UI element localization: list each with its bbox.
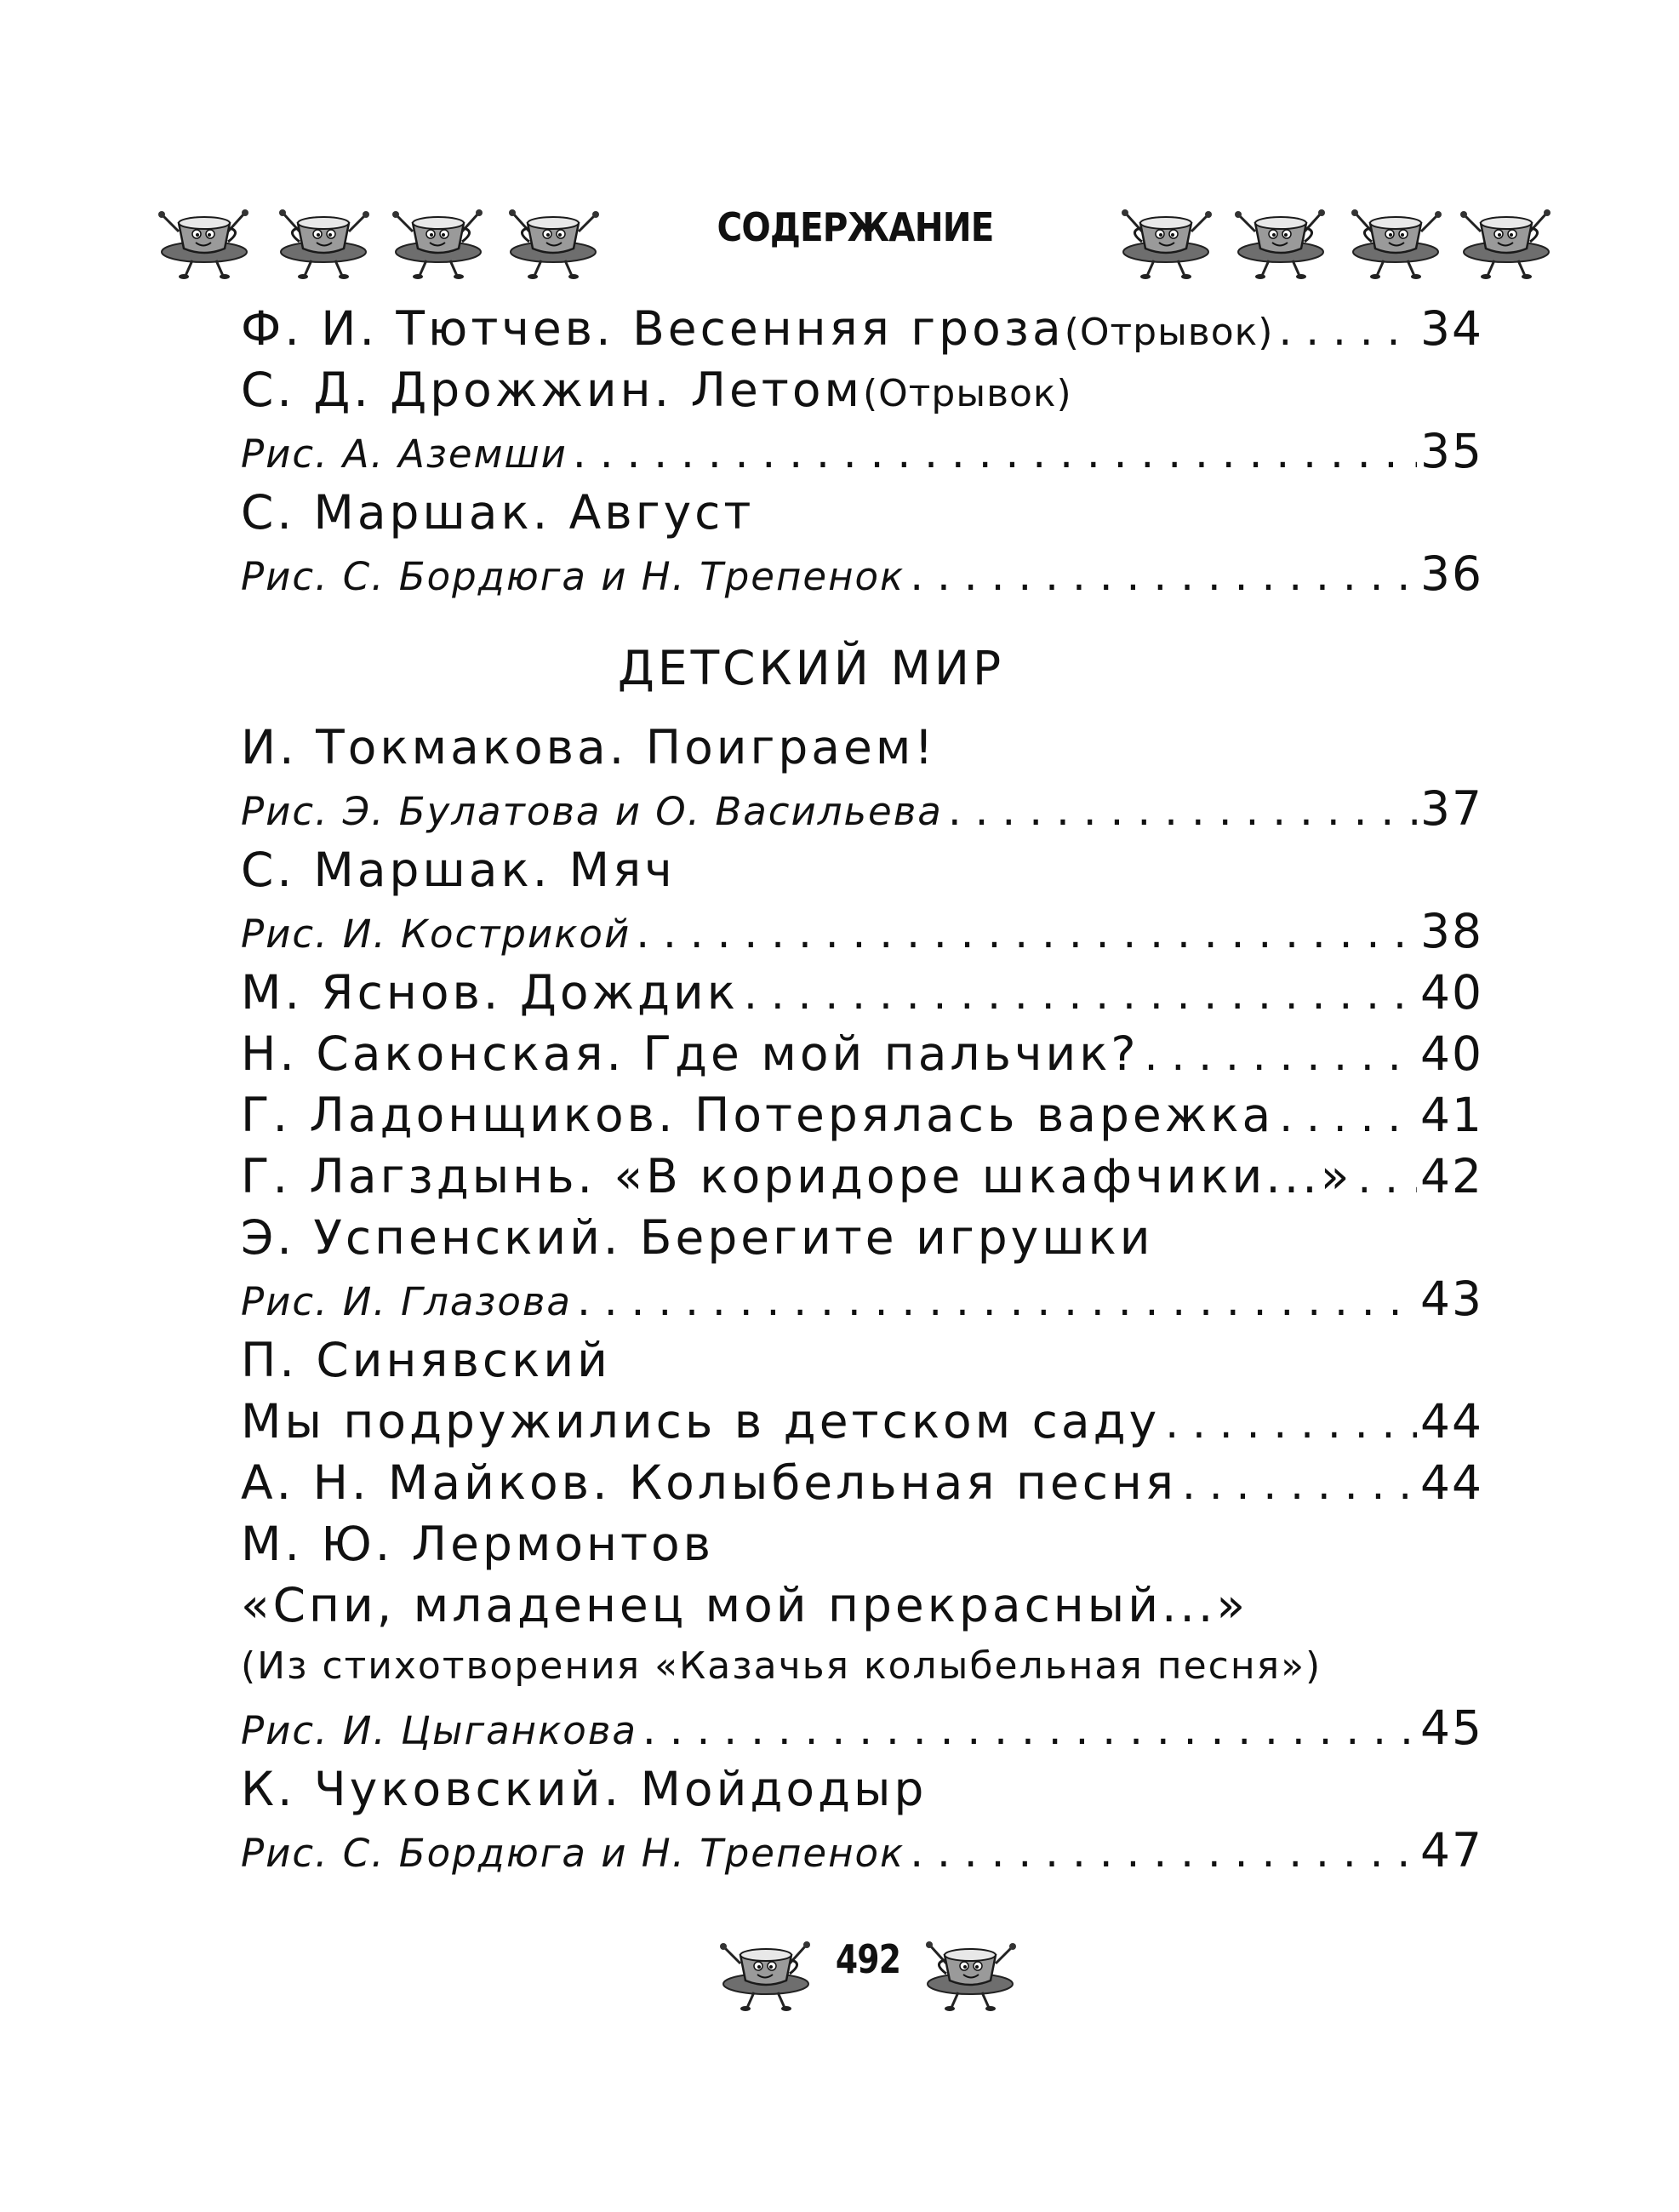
teacup-character-icon	[1230, 196, 1332, 284]
entry-page-number: 34	[1420, 301, 1483, 356]
illustrator-credit: Рис. С. Бордюга и Н. Трепенок	[241, 554, 905, 599]
teacup-character-icon	[1115, 196, 1217, 284]
illustrator-credit: Рис. А. Аземши	[241, 432, 568, 477]
toc-entry	[241, 1513, 1483, 1575]
teacup-character-icon	[1455, 196, 1557, 284]
toc-entry	[241, 1329, 1483, 1391]
toc-entry	[241, 298, 1483, 359]
toc-entry	[241, 1452, 1483, 1513]
dot-leader	[642, 1699, 1417, 1760]
entry-page-number: 37	[1420, 781, 1483, 836]
entry-page-number: 44	[1420, 1394, 1483, 1449]
teacup-character-icon	[502, 196, 604, 284]
entry-note: (Отрывок)	[862, 372, 1072, 415]
entry-title: М. Яснов. Дождик	[241, 965, 740, 1020]
entry-title: (Из стихотворения «Казачья колыбельная песня»)	[241, 1644, 1322, 1688]
entry-page-number: 43	[1420, 1272, 1483, 1326]
entry-title: Мы подружились в детском саду	[241, 1394, 1161, 1449]
teacup-character-icon	[1345, 196, 1447, 284]
teacup-character-icon	[387, 196, 489, 284]
dot-leader	[1278, 300, 1417, 361]
dot-leader	[573, 422, 1417, 483]
entry-title: Ф. И. Тютчев. Весенняя гроза	[241, 301, 1065, 356]
entry-page-number: 38	[1420, 904, 1483, 958]
toc-entry	[241, 482, 1483, 543]
toc-entry	[241, 717, 1483, 778]
entry-title: Г. Ладонщиков. Потерялась варежка	[241, 1088, 1275, 1142]
dot-leader	[1145, 1025, 1417, 1086]
entry-note: (Отрывок)	[1064, 311, 1274, 354]
entry-title: А. Н. Майков. Колыбельная песня	[241, 1455, 1177, 1510]
entry-page-number: 36	[1420, 546, 1483, 601]
entry-title: Э. Успенский. Берегите игрушки	[241, 1210, 1154, 1265]
illustrator-credit: Рис. Э. Булатова и О. Васильева	[241, 789, 943, 834]
page-title: СОДЕРЖАНИЕ	[717, 204, 994, 250]
toc-entry	[241, 1636, 1483, 1697]
toc-entry	[241, 1758, 1483, 1820]
illustrator-credit: Рис. И. Цыганкова	[241, 1708, 637, 1753]
entry-title: Н. Саконская. Где мой пальчик?	[241, 1026, 1139, 1081]
dot-leader	[1182, 1454, 1417, 1515]
entry-title: «Спи, младенец мой прекрасный...»	[241, 1578, 1249, 1632]
dot-leader	[910, 1821, 1417, 1883]
teacup-character-icon	[272, 196, 374, 284]
toc-entry	[241, 839, 1483, 900]
page-footer	[715, 1919, 1021, 2030]
toc-entry	[241, 359, 1483, 420]
toc-illustrator-line	[241, 543, 1483, 604]
dot-leader	[636, 902, 1417, 963]
entry-title: И. Токмакова. Поиграем!	[241, 720, 937, 774]
toc-illustrator-line	[241, 900, 1483, 962]
entry-page-number: 44	[1420, 1455, 1483, 1510]
illustrator-credit: Рис. И. Глазова	[241, 1279, 572, 1324]
dot-leader	[1165, 1392, 1417, 1454]
toc-entry	[241, 1084, 1483, 1146]
entry-title: С. Д. Дрожжин. Летом	[241, 363, 863, 417]
illustrator-credit: Рис. С. Бордюга и Н. Трепенок	[241, 1831, 905, 1876]
teacup-character-icon	[715, 1928, 817, 2016]
page-header	[153, 179, 1557, 289]
entry-page-number: 42	[1420, 1149, 1483, 1203]
illustrator-credit: Рис. И. Кострикой	[241, 912, 631, 957]
section-heading: ДЕТСКИЙ МИР	[617, 641, 1005, 695]
teacup-character-icon	[153, 196, 255, 284]
toc-entry	[241, 1207, 1483, 1268]
toc-entry	[241, 962, 1483, 1023]
toc-entry	[241, 1146, 1483, 1207]
dot-leader	[910, 545, 1417, 606]
entry-title: С. Маршак. Мяч	[241, 843, 676, 897]
toc-illustrator-line	[241, 420, 1483, 482]
toc-illustrator-line	[241, 1820, 1483, 1881]
entry-page-number: 40	[1420, 1026, 1483, 1081]
toc-illustrator-line	[241, 778, 1483, 839]
entry-title: К. Чуковский. Мойдодыр	[241, 1762, 928, 1816]
entry-page-number: 40	[1420, 965, 1483, 1020]
dot-leader	[948, 780, 1417, 841]
dot-leader	[1279, 1086, 1417, 1147]
entry-page-number: 47	[1420, 1823, 1483, 1878]
entry-title: Г. Лагздынь. «В коридоре шкафчики...»	[241, 1149, 1353, 1203]
table-of-contents	[241, 298, 1483, 1881]
toc-entry	[241, 1023, 1483, 1084]
entry-page-number: 45	[1420, 1700, 1483, 1755]
page-number: 492	[835, 1936, 901, 1982]
entry-title: М. Ю. Лермонтов	[241, 1517, 715, 1571]
toc-entry	[241, 1575, 1483, 1636]
teacup-character-icon	[919, 1928, 1021, 2016]
entry-title: П. Синявский	[241, 1333, 611, 1387]
dot-leader	[744, 963, 1417, 1025]
dot-leader	[1357, 1147, 1417, 1209]
entry-page-number: 35	[1420, 424, 1483, 478]
entry-page-number: 41	[1420, 1088, 1483, 1142]
dot-leader	[577, 1270, 1417, 1331]
toc-illustrator-line	[241, 1268, 1483, 1329]
toc-entry	[241, 1391, 1483, 1452]
entry-title: С. Маршак. Август	[241, 485, 755, 540]
toc-illustrator-line	[241, 1697, 1483, 1758]
